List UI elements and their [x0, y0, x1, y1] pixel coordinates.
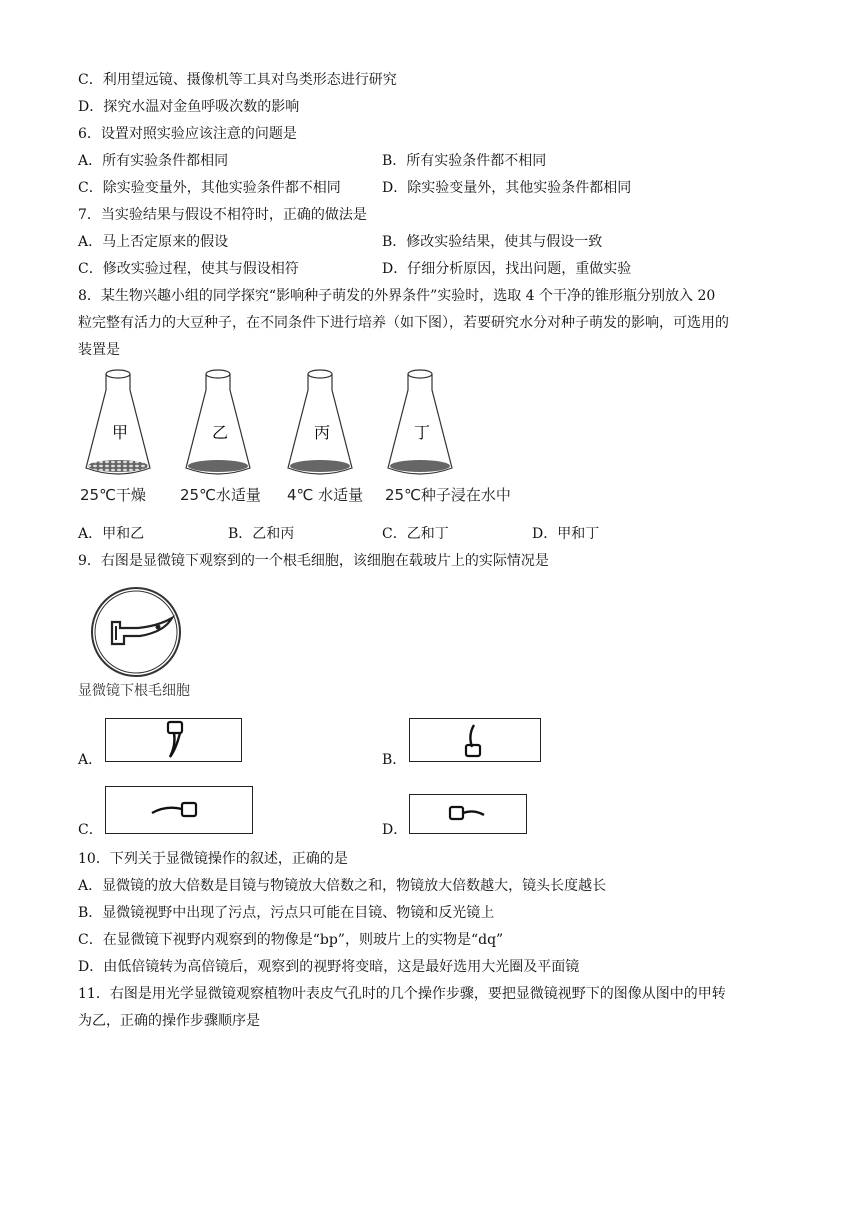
q8-option-d: D．甲和丁	[532, 526, 600, 542]
flask-caption: 25℃水适量	[180, 486, 261, 504]
flask-label: 丙	[314, 423, 331, 442]
question-11-line2: 为乙，正确的操作步骤顺序是	[78, 1013, 260, 1029]
q6-option-c: C．除实验变量外，其他实验条件都不相同	[78, 180, 341, 196]
q6-option-b: B．所有实验条件都不相同	[382, 153, 547, 169]
option-d-line: D．探究水温对金鱼呼吸次数的影响	[78, 99, 300, 115]
flask-label: 乙	[212, 423, 229, 442]
q7-option-a: A．马上否定原来的假设	[78, 234, 229, 250]
root-hair-icon	[410, 795, 526, 833]
flask-label: 甲	[112, 423, 129, 442]
question-8-line1: 8．某生物兴趣小组的同学探究“影响种子萌发的外界条件”实验时，选取 4 个干净的锥形瓶分别放入 20	[78, 288, 716, 304]
q9-option-b: B．	[382, 752, 407, 768]
q9-option-b-box	[409, 718, 541, 762]
flask-caption: 4℃ 水适量	[287, 486, 364, 504]
question-8-line3: 装置是	[78, 342, 120, 358]
question-7: 7．当实验结果与假设不相符时，正确的做法是	[78, 207, 367, 223]
microscope-caption: 显微镜下根毛细胞	[78, 683, 190, 699]
q8-option-c: C．乙和丁	[382, 526, 449, 542]
q9-option-d: D．	[382, 822, 408, 838]
q10-option-c: C．在显微镜下视野内观察到的物像是“bp”，则玻片上的实物是“dq”	[78, 932, 504, 948]
flask-icon	[382, 368, 472, 480]
root-hair-icon	[410, 719, 540, 761]
option-c-line: C．利用望远镜、摄像机等工具对鸟类形态进行研究	[78, 72, 397, 88]
question-9: 9．右图是显微镜下观察到的一个根毛细胞，该细胞在载玻片上的实际情况是	[78, 553, 549, 569]
microscope-view-icon	[88, 584, 184, 680]
flask-icon	[282, 368, 372, 480]
flask-label: 丁	[414, 423, 431, 442]
q6-option-a: A．所有实验条件都相同	[78, 153, 229, 169]
question-6: 6．设置对照实验应该注意的问题是	[78, 126, 297, 142]
flask-caption: 25℃种子浸在水中	[385, 486, 511, 504]
root-hair-icon	[106, 787, 252, 833]
q8-option-a: A．甲和乙	[78, 526, 145, 542]
flask-icon	[80, 368, 170, 480]
q8-option-b: B．乙和丙	[228, 526, 295, 542]
q9-option-a-box	[105, 718, 242, 762]
q10-option-a: A．显微镜的放大倍数是目镜与物镜放大倍数之和，物镜放大倍数越大，镜头长度越长	[78, 878, 607, 894]
q9-option-c-box	[105, 786, 253, 834]
q9-option-d-box	[409, 794, 527, 834]
q7-option-c: C．修改实验过程，使其与假设相符	[78, 261, 299, 277]
q6-option-d: D．除实验变量外，其他实验条件都相同	[382, 180, 632, 196]
question-11-line1: 11．右图是用光学显微镜观察植物叶表皮气孔时的几个操作步骤，要把显微镜视野下的图像从图中的甲转	[78, 986, 726, 1002]
q10-option-d: D．由低倍镜转为高倍镜后，观察到的视野将变暗，这是最好选用大光圈及平面镜	[78, 959, 580, 975]
q7-option-b: B．修改实验结果，使其与假设一致	[382, 234, 603, 250]
q9-option-c: C．	[78, 822, 103, 838]
q10-option-b: B．显微镜视野中出现了污点，污点只可能在目镜、物镜和反光镜上	[78, 905, 495, 921]
q9-option-a: A．	[78, 752, 103, 768]
question-8-line2: 粒完整有活力的大豆种子，在不同条件下进行培养（如下图），若要研究水分对种子萌发的影响，可选用的	[78, 315, 729, 331]
flask-icon	[180, 368, 270, 480]
flask-caption: 25℃干燥	[80, 486, 146, 504]
question-10: 10．下列关于显微镜操作的叙述，正确的是	[78, 851, 348, 867]
q7-option-d: D．仔细分析原因，找出问题，重做实验	[382, 261, 632, 277]
root-hair-icon	[106, 719, 241, 761]
